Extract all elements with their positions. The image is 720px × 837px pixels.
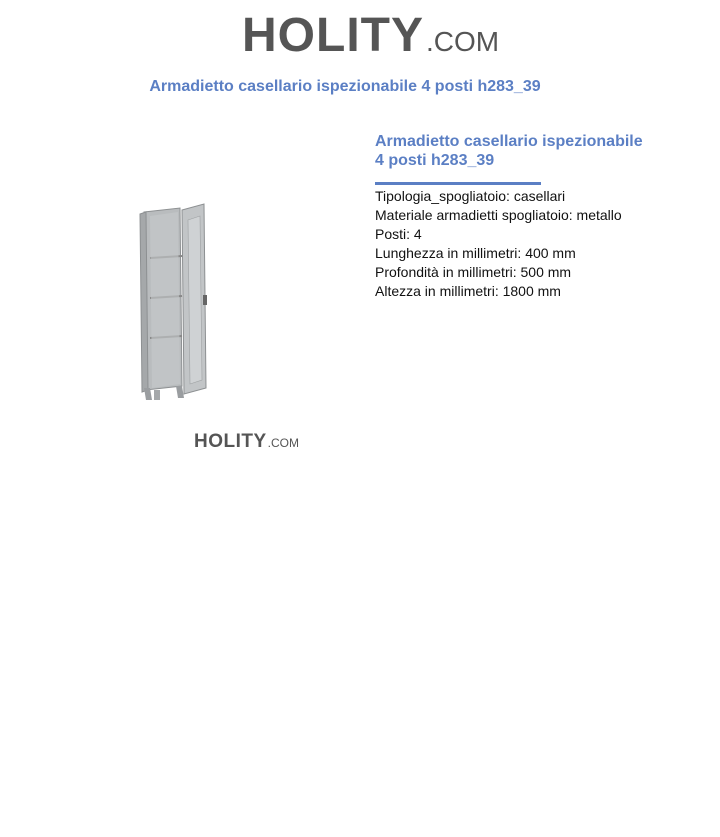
- product-watermark-logo: [194, 431, 299, 453]
- product-image: [130, 200, 220, 410]
- product-title: [375, 132, 675, 170]
- spec-row: Materiale armadietti spogliatoio: metallo: [375, 207, 622, 223]
- spec-row: Profondità in millimetri: 500 mm: [375, 264, 572, 280]
- site-logo[interactable]: [242, 10, 499, 62]
- product-title-line1: Armadietto casellario ispezionabile: [375, 133, 643, 150]
- title-divider: [375, 182, 541, 185]
- logo-main-text: HOLITY: [242, 9, 424, 62]
- spec-row: Lunghezza in millimetri: 400 mm: [375, 245, 576, 261]
- product-detail: [375, 132, 675, 301]
- watermark-suffix-text: .COM: [267, 436, 300, 450]
- watermark-main-text: HOLITY: [194, 431, 267, 452]
- locker-illustration: [130, 200, 220, 410]
- spec-row: Posti: 4: [375, 226, 422, 242]
- page-title: Armadietto casellario ispezionabile 4 posti h283_39: [149, 78, 541, 95]
- logo-suffix-text: .COM: [426, 26, 500, 57]
- spec-row: Tipologia_spogliatoio: casellari: [375, 188, 566, 204]
- product-title-line2: 4 posti h283_39: [375, 152, 495, 169]
- spec-row: Altezza in millimetri: 1800 mm: [375, 283, 561, 299]
- spec-list: [375, 187, 675, 301]
